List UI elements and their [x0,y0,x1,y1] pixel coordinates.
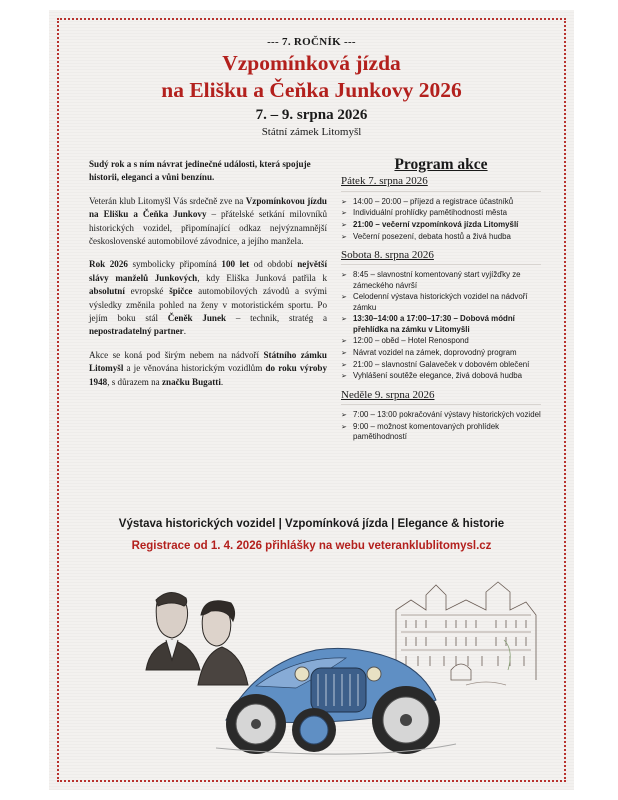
intro-p3-text-f: , kdy Eliška Junková patřila k [197,272,327,283]
intro-p3-top: špičce [169,286,193,297]
program-item: ➢ 12:00 – oběd – Hotel Renospond [341,336,541,346]
poster-header [49,36,574,138]
intro-p2-rest: – přátelské setkání milovníků historických vozidel, připomínající odkaz nejvýznamnější československé automobilové závodnice, a jejího manžela. [89,209,327,247]
intro-p3-100-years: 100 let [221,259,250,270]
program-day-list [341,270,541,381]
program-day-title: Neděle 9. srpna 2026 [341,390,541,405]
intro-column [89,158,327,399]
intro-p1-end: . [212,172,215,183]
program-item: ➢ Celodenní výstava historických vozidel na nádvoří zámku [341,292,541,313]
program-item: ➢ 21:00 – slavnostní Galaveček v dobovém oblečení [341,360,541,370]
program-item: ➢ 21:00 – večerní vzpomínková jízda Litomyšlí [341,220,541,230]
program-title: Program akce [394,156,488,173]
intro-p4-end: . [220,376,224,387]
program-item: ➢ 9:00 – možnost komentovaných prohlídek pamětihodností [341,422,541,443]
event-title-line1: Vzpomínková jízda [222,51,401,75]
chateau-drawing [396,582,536,685]
event-venue: Státní zámek Litomyšl [261,126,362,138]
intro-p2-highlight: Vzpomínkovou jízdu na Elišku a Čeňka Junkovy [89,195,327,220]
intro-p3-text-l: – technik, stratég a [226,313,327,324]
event-title-line2: na Elišku a Čeňka Junkovy 2026 [161,78,462,102]
intro-p4-bugatti: značku Bugatti [161,376,221,387]
intro-p2-text: Veterán klub Litomyšl Vás srdečně zve na [89,195,246,206]
program-item: ➢ 8:45 – slavnostní komentovaný start vyjížďky ze zámeckého návrší [341,270,541,291]
intro-p3-text-j: automobilových závodů a svými výsledky změnila pohled na ženy v motoristickém sportu. Po jejím boku stál [89,286,327,324]
intro-p3-absolute: absolutní [89,286,125,297]
program-day-list [341,197,541,242]
intro-p4-text-a: Akce se koná pod širým nebem na nádvoří [89,349,264,360]
intro-p3-text-h: evropské [124,286,170,297]
program-item: ➢ Večerní posezení, debata hostů a živá hudba [341,232,541,242]
program-item: ➢ Vyhlášení soutěže elegance, živá dobová hudba [341,371,541,381]
intro-p3-fame: největší slávy manželů Junkových [89,259,327,283]
intro-paragraph-2 [89,195,327,249]
event-title [49,50,574,104]
intro-p1-text: Sudý rok a s ním návrat jedinečné události, která spojuje [89,159,311,169]
event-dates: 7. – 9. srpna 2026 [255,107,368,123]
program-days [341,176,541,442]
bugatti-car-drawing [216,648,456,754]
poster-sheet [49,10,574,790]
edition-label: --- 7. ROČNÍK --- [267,36,356,48]
program-day-title: Sobota 8. srpna 2026 [341,250,541,265]
program-day-title: Pátek 7. srpna 2026 [341,176,541,191]
intro-paragraph-4 [89,349,327,389]
intro-p3-cenek-junek: Čeněk Junek [167,313,227,324]
tagline: Výstava historických vozidel | Vzpomínková jízda | Elegance & historie [118,518,505,530]
program-item: ➢ Individuální prohlídky pamětihodností města [341,208,541,218]
program-item: ➢ Návrat vozidel na zámek, doprovodný program [341,348,541,358]
intro-p4-text-e: , s důrazem na [107,376,162,387]
intro-p4-chateau: Státního zámku Litomyšl [89,349,327,374]
intro-p3-year: Rok 2026 [89,259,128,270]
program-item: ➢ 14:00 – 20:00 – příjezd a registrace účastníků [341,197,541,207]
program-column [341,156,541,450]
program-item: ➢ 7:00 – 13:00 pokračování výstavy historických vozidel [341,410,541,420]
intro-p4-year-limit: do roku výroby 1948 [89,363,327,387]
intro-p3-partner: nepostradatelný partner [89,326,184,337]
intro-p3-end: . [183,326,187,337]
intro-paragraph-3 [89,258,327,338]
intro-paragraph-1 [89,158,327,185]
vintage-illustration [106,570,546,770]
intro-p3-text-d: od období [249,259,298,270]
program-day-list [341,410,541,442]
intro-p3-text-b: symbolicky připomíná [127,259,222,270]
portrait-drawing [146,592,248,685]
registration-info: Registrace od 1. 4. 2026 přihlášky na webu veteranklublitomysl.cz [131,540,492,552]
intro-p1-highlight: historii, eleganci a vůni benzínu [89,172,213,183]
program-item: ➢ 13:30–14:00 a 17:00–17:30 – Dobová módní přehlídka na zámku v Litomyšli [341,314,541,335]
intro-p4-text-c: a je věnována historickým vozidlům [123,363,266,374]
